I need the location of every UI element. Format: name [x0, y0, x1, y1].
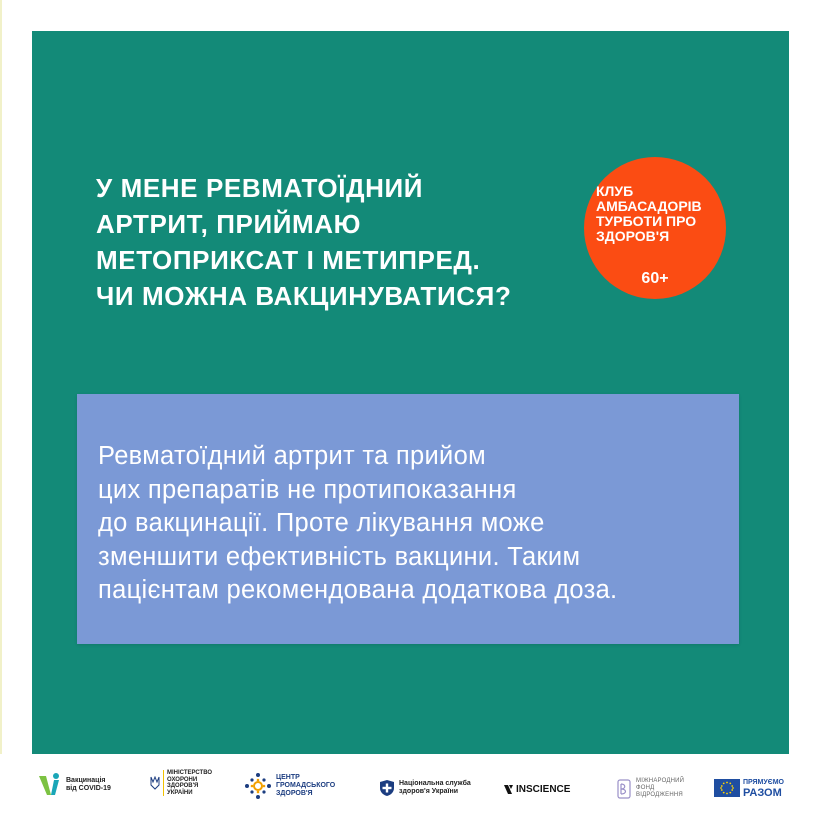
public-health-center-logo: [244, 772, 335, 800]
badge-title-line: ТУРБОТИ ПРО: [596, 213, 697, 229]
club-badge-age: 60+: [641, 270, 669, 287]
nszu-logo-line: здоров'я України: [399, 788, 459, 795]
question-line: У МЕНЕ РЕВМАТОЇДНИЙ: [96, 173, 424, 203]
question-line: ЧИ МОЖНА ВАКЦИНУВАТИСЯ?: [96, 281, 512, 311]
eu-logo: [714, 778, 784, 798]
trident-icon: [150, 776, 160, 790]
answer-text: [98, 440, 738, 608]
partner-logos-footer: [0, 754, 820, 820]
question-heading: [96, 170, 586, 314]
answer-line: зменшити ефективність вакцини. Таким: [98, 542, 581, 571]
shield-cross-icon: [379, 779, 395, 797]
vaccination-logo-line: від COVID-19: [66, 785, 111, 792]
ministry-logo-line: МІНІСТЕРСТВО: [167, 770, 213, 776]
club-badge-title: [596, 184, 721, 244]
inscience-logo-text: INSCIENCE: [516, 784, 571, 795]
fund-logo-line: ФОНД: [636, 785, 655, 791]
question-line: АРТРИТ, ПРИЙМАЮ: [96, 209, 362, 239]
renaissance-fund-icon: [617, 779, 631, 799]
center-logo-line: ЗДОРОВ'Я: [276, 790, 313, 797]
fund-logo-line: МІЖНАРОДНИЙ: [636, 778, 685, 784]
ministry-logo-line: УКРАЇНИ: [167, 789, 193, 796]
badge-title-line: АМБАСАДОРІВ: [596, 198, 702, 214]
renaissance-fund-logo: [617, 778, 684, 799]
question-line: МЕТОПРИКСАТ І МЕТИПРЕД.: [96, 245, 481, 275]
answer-line: Ревматоїдний артрит та прийом: [98, 442, 486, 470]
fund-logo-line: ВІДРОДЖЕННЯ: [636, 792, 683, 798]
eu-logo-line: ПРЯМУЄМО: [743, 779, 784, 786]
ministry-logo-line: ОХОРОНИ: [167, 776, 198, 783]
ministry-logo: [150, 770, 212, 796]
inscience-mark-icon: [504, 785, 514, 794]
answer-line: пацієнтам рекомендована додаткова доза.: [98, 576, 618, 604]
vaccination-logo: [37, 772, 111, 798]
public-health-center-icon: [244, 772, 272, 800]
nszu-logo-line: Національна служба: [399, 780, 471, 787]
answer-line: цих препаратів не протипоказання: [98, 475, 517, 504]
answer-line: до вакцинації. Проте лікування може: [98, 509, 545, 537]
ministry-logo-line: ЗДОРОВ'Я: [167, 783, 199, 789]
eu-flag-icon: [714, 779, 740, 797]
eu-logo-line: РАЗОМ: [743, 787, 782, 799]
content-panel: [32, 31, 789, 754]
nszu-logo: [379, 779, 471, 797]
inscience-logo: [504, 784, 570, 795]
badge-title-line: КЛУБ: [596, 183, 634, 199]
ministry-divider: [163, 770, 164, 796]
center-logo-line: ЦЕНТР: [276, 774, 300, 781]
center-logo-line: ГРОМАДСЬКОГО: [276, 782, 336, 789]
badge-title-line: ЗДОРОВ'Я: [596, 228, 670, 244]
page-edge: [0, 0, 2, 820]
vaccination-v-icon: [37, 772, 63, 798]
vaccination-logo-line: Вакцинація: [66, 777, 106, 784]
